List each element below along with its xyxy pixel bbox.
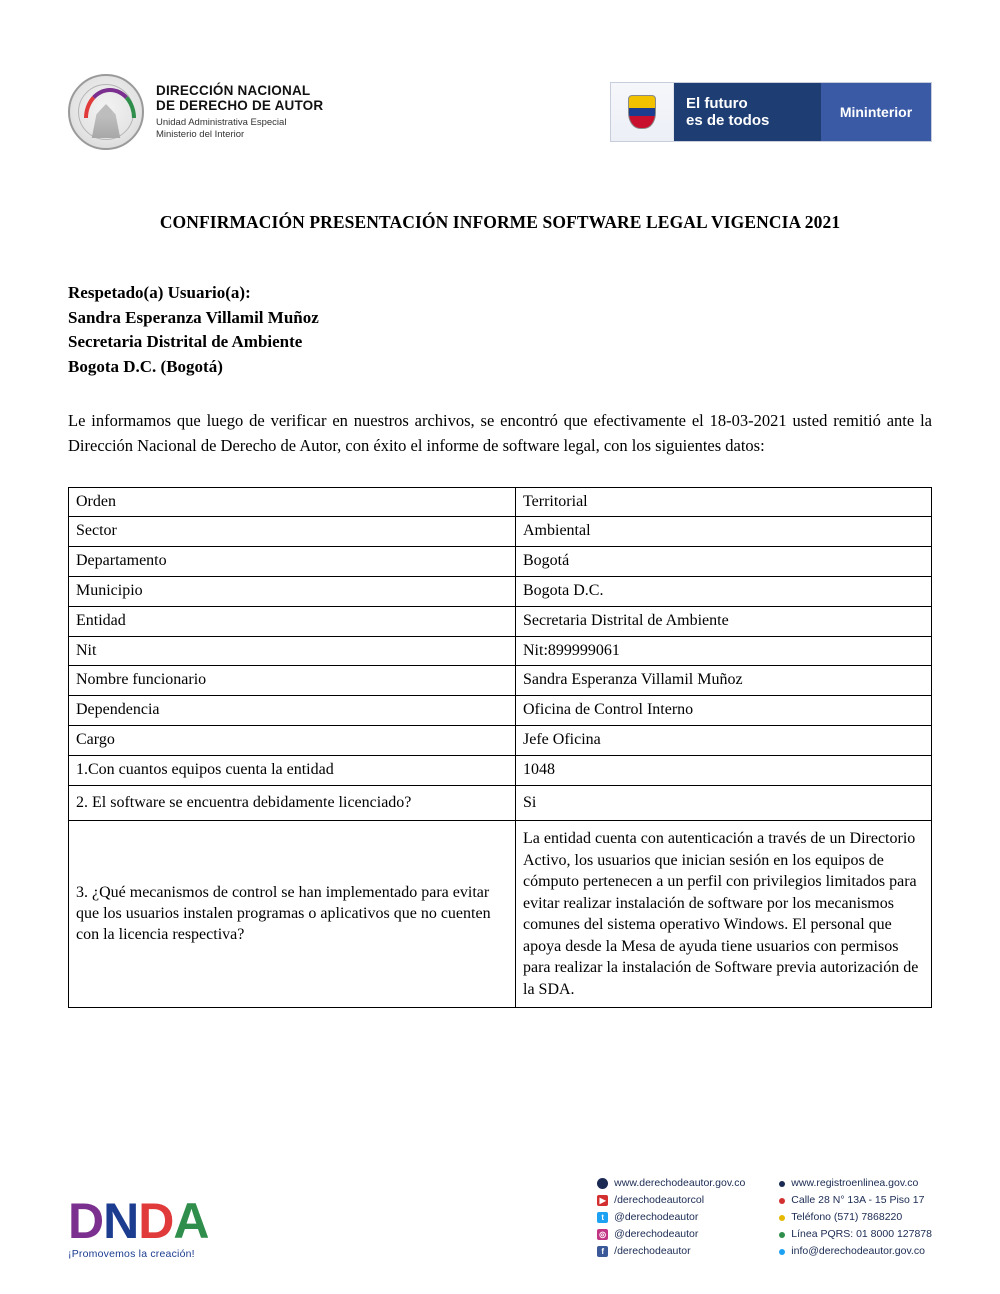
table-cell-key: 2. El software se encuentra debidamente licenciado? — [69, 785, 516, 821]
globe-icon — [597, 1178, 608, 1189]
greeting-line-1: Respetado(a) Usuario(a): — [68, 283, 251, 302]
gov-slogan-line2: es de todos — [686, 112, 770, 129]
table-cell-value: Nit:899999061 — [516, 636, 932, 666]
footer-slogan: ¡Promovemos la creación! — [68, 1248, 195, 1260]
body-paragraph: Le informamos que luego de verificar en nuestros archivos, se encontró que efectivamente el 18-03-2021 usted remitió ante la Dirección Nacional de Derecho de Autor, con éxito el informe de software legal, con los siguientes datos: — [68, 410, 932, 456]
greeting-block — [68, 281, 932, 380]
table-cell-value: Jefe Oficina — [516, 726, 932, 756]
contact-text: www.derechodeautor.gov.co — [614, 1177, 746, 1189]
document-header — [68, 0, 932, 166]
table-cell-key: Dependencia — [69, 696, 516, 726]
dnda-logo-sub1: Unidad Administrativa Especial — [156, 117, 287, 129]
dot-yellow-icon — [779, 1215, 785, 1221]
dot-cyan-icon — [779, 1249, 785, 1255]
contact-text: info@derechodeautor.gov.co — [791, 1245, 925, 1257]
table-cell-value: Sandra Esperanza Villamil Muñoz — [516, 666, 932, 696]
dnda-seal-icon — [68, 74, 144, 150]
table-row — [69, 785, 932, 821]
table-row — [69, 726, 932, 756]
list-item — [597, 1226, 745, 1243]
page-title: CONFIRMACIÓN PRESENTACIÓN INFORME SOFTWARE LEGAL VIGENCIA 2021 — [159, 212, 841, 232]
contact-text: www.registroenlinea.gov.co — [791, 1177, 919, 1189]
facebook-icon: f — [597, 1246, 608, 1257]
table-cell-key: Municipio — [69, 577, 516, 607]
dot-green-icon — [779, 1232, 785, 1238]
table-row — [69, 821, 932, 1008]
table-cell-value: Bogota D.C. — [516, 577, 932, 607]
youtube-icon: ▶ — [597, 1195, 608, 1206]
list-item — [779, 1243, 932, 1260]
table-row — [69, 696, 932, 726]
greeting-line-4: Bogota D.C. (Bogotá) — [68, 356, 223, 376]
table-row — [69, 636, 932, 666]
dnda-footer-logo — [68, 1193, 248, 1260]
list-item — [779, 1209, 932, 1226]
wordmark-letter-n: N — [103, 1193, 139, 1249]
table-row — [69, 755, 932, 785]
contact-list-right — [779, 1175, 932, 1260]
table-row — [69, 606, 932, 636]
twitter-icon: t — [597, 1212, 608, 1223]
list-item — [779, 1192, 932, 1209]
dnda-logo-text — [156, 83, 323, 141]
table-cell-key: 3. ¿Qué mecanismos de control se han implementado para evitar que los usuarios instalen programas o aplicativos que no cuenten con la licencia respectiva? — [69, 821, 516, 1008]
gov-slogan-line1: El futuro — [686, 94, 748, 112]
dnda-logo-sub2: Ministerio del Interior — [156, 129, 245, 141]
list-item — [597, 1209, 745, 1226]
table-row — [69, 577, 932, 607]
list-item — [597, 1175, 745, 1192]
wordmark-letter-d1: D — [68, 1193, 104, 1249]
report-data-table — [68, 487, 932, 1008]
table-cell-key: 1.Con cuantos equipos cuenta la entidad — [69, 755, 516, 785]
instagram-icon: ◎ — [597, 1229, 608, 1240]
table-cell-value: Si — [516, 785, 932, 821]
footer-contact — [597, 1175, 932, 1260]
dnda-logo-line1: DIRECCIÓN NACIONAL — [156, 83, 311, 99]
table-cell-value: Ambiental — [516, 517, 932, 547]
table-cell-key: Orden — [69, 487, 516, 517]
colombia-shield-icon — [611, 83, 674, 141]
contact-text: /derechodeautor — [614, 1245, 691, 1257]
list-item — [779, 1175, 932, 1192]
table-cell-key: Departamento — [69, 547, 516, 577]
table-row — [69, 517, 932, 547]
wordmark-letter-d2: D — [138, 1193, 174, 1249]
table-row — [69, 666, 932, 696]
contact-text: /derechodeautorcol — [614, 1194, 705, 1206]
list-item — [779, 1226, 932, 1243]
contact-text: Calle 28 N° 13A - 15 Piso 17 — [791, 1194, 925, 1206]
table-cell-value: Oficina de Control Interno — [516, 696, 932, 726]
government-banner — [610, 82, 932, 142]
dnda-wordmark — [68, 1193, 248, 1249]
gov-slogan — [674, 83, 821, 141]
list-item — [597, 1192, 745, 1209]
table-cell-key: Cargo — [69, 726, 516, 756]
greeting-line-3: Secretaria Distrital de Ambiente — [68, 332, 303, 352]
table-cell-key: Sector — [69, 517, 516, 547]
table-cell-key: Entidad — [69, 606, 516, 636]
contact-text: Línea PQRS: 01 8000 127878 — [791, 1228, 932, 1240]
table-cell-value: Territorial — [516, 487, 932, 517]
table-row — [69, 547, 932, 577]
dnda-logo — [68, 74, 323, 150]
table-row — [69, 487, 932, 517]
greeting-line-2: Sandra Esperanza Villamil Muñoz — [68, 307, 319, 327]
dot-red-icon — [779, 1198, 785, 1204]
gov-ministry-label: Mininterior — [821, 83, 931, 141]
contact-text: @derechodeautor — [614, 1211, 699, 1223]
contact-text: Teléfono (571) 7868220 — [791, 1211, 903, 1223]
dnda-logo-line2: DE DERECHO DE AUTOR — [156, 98, 324, 114]
contact-list-left — [597, 1175, 745, 1260]
table-cell-key: Nombre funcionario — [69, 666, 516, 696]
table-cell-value: Bogotá — [516, 547, 932, 577]
wordmark-letter-a: A — [173, 1193, 209, 1249]
table-cell-key: Nit — [69, 636, 516, 666]
list-item — [597, 1243, 745, 1260]
table-cell-value: La entidad cuenta con autenticación a través de un Directorio Activo, los usuarios que inician sesión en los equipos de cómputo pertenecen a un perfil con privilegios limitados para evitar realizar instalación de software por los mecanismos comunes del sistema operativo Windows. El personal que apoya desde la Mesa de ayuda tiene usuarios con permisos para realizar la instalación de Software previa autorización de la SDA. — [516, 821, 932, 1008]
table-cell-value: 1048 — [516, 755, 932, 785]
contact-text: @derechodeautor — [614, 1228, 699, 1240]
document-footer — [68, 1175, 932, 1260]
dot-blue-icon — [779, 1181, 785, 1187]
table-cell-value: Secretaria Distrital de Ambiente — [516, 606, 932, 636]
